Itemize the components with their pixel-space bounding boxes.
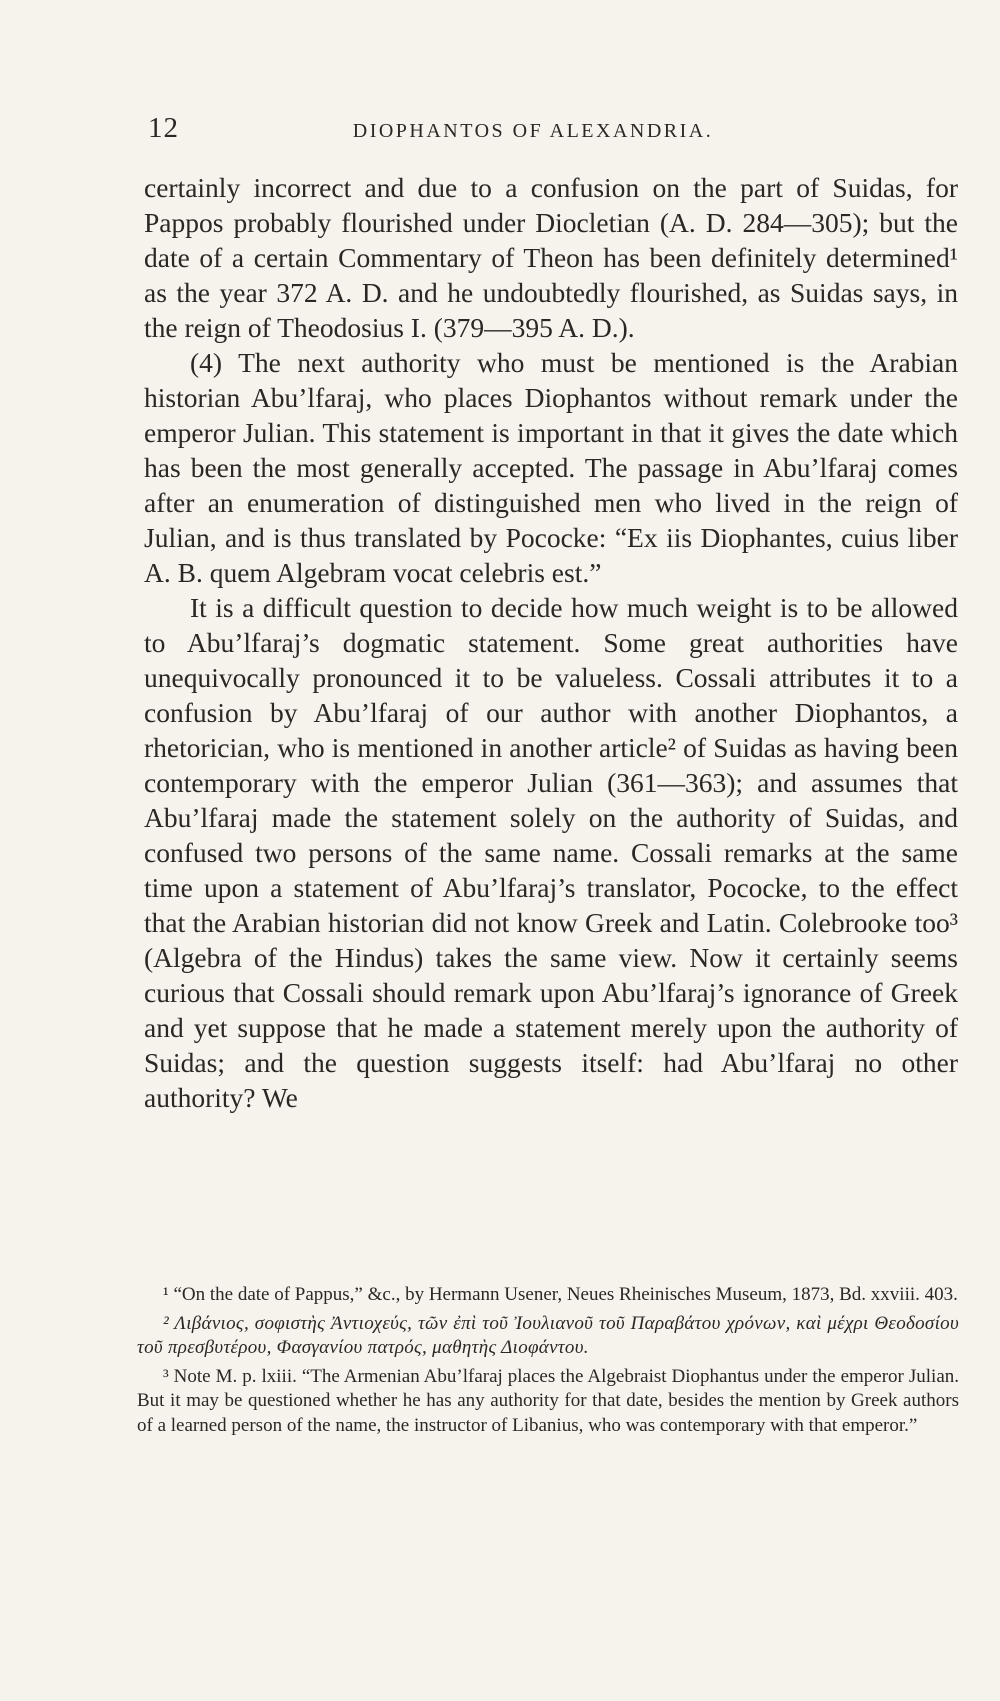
footnote-1: ¹ “On the date of Pappus,” &c., by Hermann Usener, Neues Rheinisches Museum, 1873, Bd. xxviii. 403. — [163, 1284, 958, 1305]
running-head — [148, 112, 958, 152]
main-text — [144, 170, 958, 1115]
paragraph-3: It is a difficult question to decide how much weight is to be allowed to Abu’lfaraj’s dogmatic statement. Some great authorities have unequivocally pronounced it to be valueless. Cossali attributes it to a confusion by Abu’lfaraj of our author with another Diophantos, a rhetorician, who is mentioned in another article² of Suidas as having been contemporary with the emperor Julian (361—363); and assumes that Abu’lfaraj made the statement solely on the authority of Suidas, and confused two persons of the same name. Cossali remarks at the same time upon a statement of Abu’lfaraj’s translator, Pococke, to the effect that the Arabian historian did not know Greek and Latin. Colebrooke too³ (Algebra of the Hindus) takes the same view. Now it certainly seems curious that Cossali should remark upon Abu’lfaraj’s ignorance of Greek and yet suppose that he made a statement merely upon the authority of Suidas; and the question suggests itself: had Abu’lfaraj no other authority? We — [144, 592, 958, 1113]
page-number: 12 — [148, 112, 179, 144]
paragraph-1: certainly incorrect and due to a confusion on the part of Suidas, for Pappos probably flourished under Diocletian (A. D. 284—305); but the date of a certain Commentary of Theon has been definitely determined¹ as the year 372 A. D. and he undoubtedly flourished, as Suidas says, in the reign of Theodosius I. (379—395 A. D.). — [144, 172, 958, 343]
running-head-title: DIOPHANTOS OF ALEXANDRIA. — [352, 120, 714, 142]
footnotes — [137, 1283, 959, 1442]
footnote-3: ³ Note M. p. lxiii. “The Armenian Abu’lfaraj places the Algebraist Diophantus under the emperor Julian. But it may be questioned whether he has any authority for that date, besides the mention by Greek authors of a learned person of the name, the instructor of Libanius, who was contemporary with that emperor.” — [137, 1365, 959, 1436]
paragraph-2: (4) The next authority who must be mentioned is the Arabian historian Abu’lfaraj, who places Diophantos without remark under the emperor Julian. This statement is important in that it gives the date which has been the most generally accepted. The passage in Abu’lfaraj comes after an enumeration of distinguished men who lived in the reign of Julian, and is thus translated by Pococke: “Ex iis Diophantes, cuius liber A. B. quem Algebram vocat celebris est.” — [144, 347, 958, 588]
footnote-2: ² Λιβάνιος, σοφιστὴς Ἀντιοχεύς, τῶν ἐπὶ τοῦ Ἰουλιανοῦ τοῦ Παραβάτου χρόνων, καὶ μέχρι Θεοδοσίου τοῦ πρεσβυτέρου, Φασγανίου πατρός, μαθητὴς Διοφάντου. — [137, 1312, 959, 1358]
